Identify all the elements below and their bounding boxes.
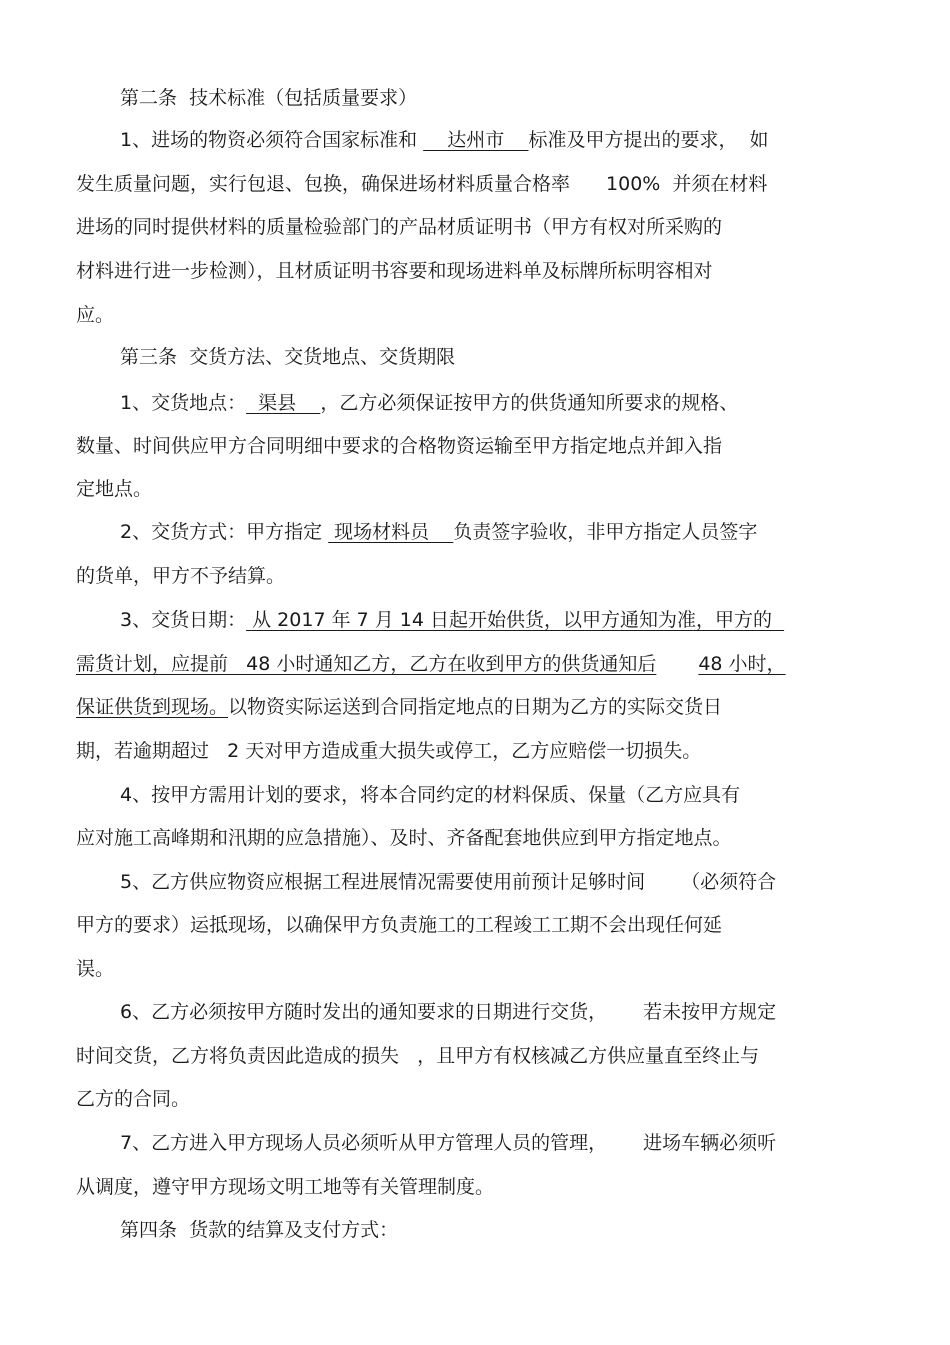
text-segment: 以物资实际运送到合同指定地点的日期为乙方的实际交货日 bbox=[228, 696, 723, 718]
underlined-text: 48 小时， bbox=[698, 653, 786, 675]
article-3-clause-6-line-2: 时间交货，乙方将负责因此造成的损失 ，且甲方有权核减乙方供应量直至终止与 bbox=[76, 1045, 760, 1067]
article-3-clause-3-line-4: 期，若逾期超过 2 天对甲方造成重大损失或停工，乙方应赔偿一切损失。 bbox=[76, 740, 702, 762]
text-segment: 负责签字验收，非甲方指定人员签字 bbox=[453, 521, 758, 543]
text-segment: （必须符合 bbox=[681, 871, 777, 893]
article-3-clause-2-line-2: 的货单，甲方不予结算。 bbox=[76, 565, 286, 587]
text-segment: 2、交货方式：甲方指定 bbox=[120, 521, 329, 543]
article-3-clause-4-line-1: 4、按甲方需用计划的要求，将本合同约定的材料保质、保量（乙方应具有 bbox=[120, 784, 741, 806]
underlined-text: 保证供货到现场。 bbox=[76, 696, 229, 718]
text-segment: 3、交货日期： bbox=[120, 609, 247, 631]
article-3-clause-1-line-3: 定地点。 bbox=[76, 478, 153, 500]
article-2-clause-1-line-1 bbox=[120, 128, 769, 152]
article-4-heading: 第四条 货款的结算及支付方式： bbox=[120, 1219, 399, 1241]
filled-blank-receiver: 现场材料员 bbox=[328, 521, 454, 543]
article-3-clause-1-line-1 bbox=[120, 391, 738, 415]
article-3-clause-6-line-1 bbox=[120, 1000, 776, 1024]
filled-blank-location: 渠县 bbox=[246, 392, 321, 414]
article-3-clause-5-line-3: 误。 bbox=[76, 958, 115, 980]
article-2-heading: 第二条 技术标准（包括质量要求） bbox=[120, 87, 418, 109]
article-3-clause-4-line-2: 应对施工高峰期和汛期的应急措施）、及时、齐备配套地供应到甲方指定地点。 bbox=[76, 827, 732, 849]
article-3-clause-5-line-1 bbox=[120, 870, 776, 894]
qualified-rate-value: 100% 并须在材料 bbox=[606, 173, 768, 195]
text-segment: ，乙方必须保证按甲方的供货通知所要求的规格、 bbox=[320, 392, 739, 414]
text-segment: 7、乙方进入甲方现场人员必须听从甲方管理人员的管理， bbox=[120, 1132, 608, 1154]
article-3-clause-3-line-2 bbox=[76, 652, 786, 676]
article-3-heading: 第三条 交货方法、交货地点、交货期限 bbox=[120, 346, 456, 368]
text-segment: 6、乙方必须按甲方随时发出的通知要求的日期进行交货， bbox=[120, 1001, 608, 1023]
article-2-clause-1-line-5: 应。 bbox=[76, 304, 115, 326]
filled-blank-delivery-date: 从 2017 年 7 月 14 日起开始供货，以甲方通知为准，甲方的 bbox=[246, 609, 785, 631]
article-2-clause-1-line-4: 材料进行进一步检测），且材质证明书容要和现场进料单及标牌所标明容相对 bbox=[76, 260, 713, 282]
article-3-clause-7-line-2: 从调度，遵守甲方现场文明工地等有关管理制度。 bbox=[76, 1176, 495, 1198]
article-2-clause-1-line-3: 进场的同时提供材料的质量检验部门的产品材质证明书（甲方有权对所采购的 bbox=[76, 216, 723, 238]
article-3-clause-1-line-2: 数量、时间供应甲方合同明细中要求的合格物资运输至甲方指定地点并卸入指 bbox=[76, 435, 723, 457]
article-3-clause-3-line-1 bbox=[120, 608, 784, 632]
filled-blank-city: 达州市 bbox=[423, 129, 529, 151]
text-segment: 发生质量问题，实行包退、包换，确保进场材料质量合格率 bbox=[76, 173, 571, 195]
article-3-clause-7-line-1 bbox=[120, 1131, 776, 1155]
underlined-text: 需货计划，应提前 48 小时通知乙方，乙方在收到甲方的供货通知后 bbox=[76, 653, 657, 675]
text-segment: 进场车辆必须听 bbox=[643, 1132, 777, 1154]
text-segment: 若未按甲方规定 bbox=[643, 1001, 777, 1023]
article-3-clause-3-line-3 bbox=[76, 695, 722, 719]
article-3-clause-2-line-1 bbox=[120, 520, 757, 544]
article-2-clause-1-line-2 bbox=[76, 172, 767, 196]
article-3-clause-6-line-3: 乙方的合同。 bbox=[76, 1088, 191, 1110]
text-segment: 5、乙方供应物资应根据工程进展情况需要使用前预计足够时间 bbox=[120, 871, 646, 893]
article-3-clause-5-line-2: 甲方的要求）运抵现场，以确保甲方负责施工的工程竣工工期不会出现任何延 bbox=[76, 914, 723, 936]
text-segment: 标准及甲方提出的要求， 如 bbox=[528, 129, 769, 151]
text-segment: 1、交货地点： bbox=[120, 392, 247, 414]
text-segment: 1、进场的物资必须符合国家标准和 bbox=[120, 129, 424, 151]
